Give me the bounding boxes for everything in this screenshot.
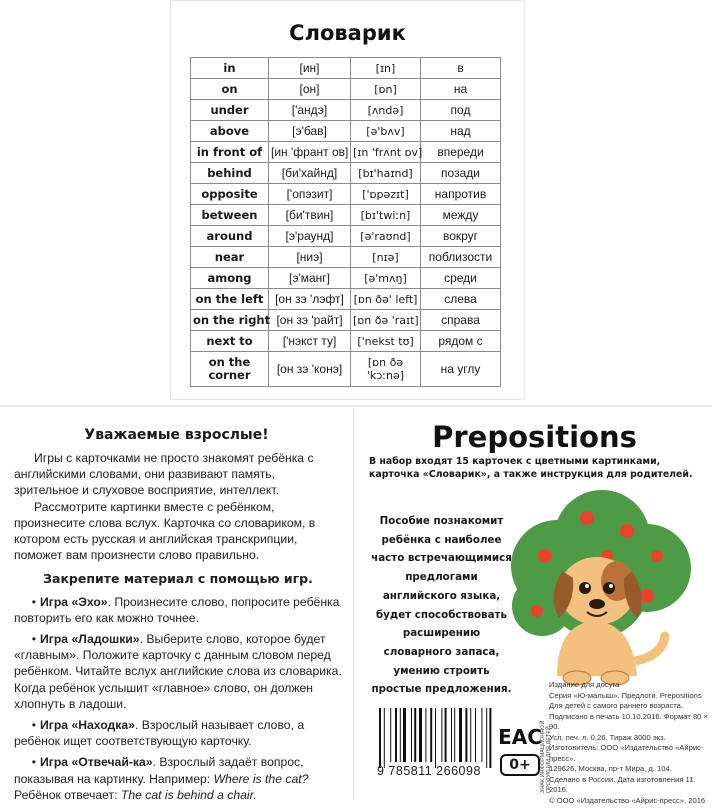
vocab-cell-ru-trans: ['андэ] xyxy=(269,100,351,121)
game-name: Игра «Отвечай-ка» xyxy=(40,755,153,770)
vocab-cell-word: in front of xyxy=(191,142,269,163)
vocab-cell-ru-trans: [он зэ 'райт] xyxy=(269,310,351,331)
vocab-cell-translation: под xyxy=(421,100,501,121)
vocab-cell-ru-trans: [ин] xyxy=(269,58,351,79)
vocabulary-table xyxy=(190,57,501,387)
vocabulary-title: Словарик xyxy=(289,21,406,45)
publisher-line: Издание для досуга xyxy=(549,680,620,689)
vocab-row xyxy=(191,184,501,205)
instructions-paragraph-1: Игры с карточками не просто знакомят ребёнка с английскими словами, они развивают память, зрительное и слуховое восприятие, интеллект. xyxy=(14,451,314,498)
age-rating-badge: 0+ xyxy=(500,754,540,776)
vocab-cell-ru-trans: [э'раунд] xyxy=(269,226,351,247)
barcode-bar xyxy=(403,708,406,762)
vocab-cell-ru-trans: [ин 'франт ов] xyxy=(269,142,351,163)
vocab-cell-translation: напротив xyxy=(421,184,501,205)
game-text: . Взрослый задаёт вопрос, показывая на картинку. Например: xyxy=(14,755,304,786)
barcode-bar xyxy=(384,708,385,768)
vocab-cell-word: around xyxy=(191,226,269,247)
vocab-cell-ipa: [ə'raʊnd] xyxy=(351,226,421,247)
barcode-bar xyxy=(481,708,482,762)
barcode-bar xyxy=(395,708,397,762)
barcode-bar xyxy=(454,708,455,762)
eac-label: EAC xyxy=(498,725,542,749)
vocab-cell-translation: вокруг xyxy=(421,226,501,247)
bullet: • xyxy=(31,594,36,609)
publisher-line: Подписано в печать 10.10.2016. Формат 80 × 90. xyxy=(549,711,708,731)
vocab-cell-word: on the corner xyxy=(191,352,269,387)
barcode-number: 9 785811 266098 xyxy=(377,764,481,778)
vocab-cell-ru-trans: [он] xyxy=(269,79,351,100)
publisher-info xyxy=(549,680,709,806)
barcode-bar xyxy=(489,708,491,768)
vocab-cell-ipa: [ɪn 'frʌnt ɒv] xyxy=(351,142,421,163)
game-text: . Произнесите слово, попросите ребёнка повторить его как можно точнее. xyxy=(14,594,340,625)
vocab-cell-ipa: ['nekst tʊ] xyxy=(351,331,421,352)
cover-intro: В набор входят 15 карточек с цветными картинками, карточка «Словарик», а также инструкция для родителей. xyxy=(369,456,693,480)
vocab-row xyxy=(191,331,501,352)
vocab-cell-ru-trans: [э'манг] xyxy=(269,268,351,289)
vocab-cell-translation: слева xyxy=(421,289,501,310)
vocab-cell-ru-trans: [он зэ 'лэфт] xyxy=(269,289,351,310)
vocab-row xyxy=(191,268,501,289)
vocab-cell-ipa: [nɪə] xyxy=(351,247,421,268)
vocab-cell-ipa: [ɒn ðə' left] xyxy=(351,289,421,310)
barcode-bar xyxy=(400,708,401,762)
vocab-cell-ipa: [ʌndə] xyxy=(351,100,421,121)
vocab-cell-translation: на углу xyxy=(421,352,501,387)
vocab-cell-word: among xyxy=(191,268,269,289)
vocab-cell-word: on the right xyxy=(191,310,269,331)
vocab-cell-word: next to xyxy=(191,331,269,352)
vocab-row xyxy=(191,289,501,310)
vocab-row xyxy=(191,100,501,121)
barcode-bar xyxy=(451,708,452,762)
vocab-cell-ru-trans: ['опэзит] xyxy=(269,184,351,205)
vocab-cell-ru-trans: [ниэ] xyxy=(269,247,351,268)
vocab-cell-word: behind xyxy=(191,163,269,184)
vocab-cell-ipa: [ə'mʌŋ] xyxy=(351,268,421,289)
vocab-row xyxy=(191,247,501,268)
vocab-cell-word: between xyxy=(191,205,269,226)
barcode-bar xyxy=(435,708,436,768)
game-item-answer xyxy=(14,754,342,803)
barcode-bar xyxy=(419,708,422,762)
instructions-title: Уважаемые взрослые! xyxy=(84,427,269,443)
vocab-cell-ru-trans: [би'хайнд] xyxy=(269,163,351,184)
game-text: . Выберите слово, которое будет «главным». Положите карточку с данным словом перед ребёнком. Читайте вслух английские слова из словарика. Когда ребёнок услышит «главное» слово, он должен хлопнуть в ладоши. xyxy=(14,632,342,711)
vocab-row xyxy=(191,79,501,100)
vocab-cell-word: near xyxy=(191,247,269,268)
publisher-line: Серия «Ю-малыш». Предлоги. Prepositions xyxy=(549,690,702,700)
vocab-row xyxy=(191,142,501,163)
info-product-label: ЗНАК ИНФОРМАЦИОННОЙ ПРОДУКЦИИ ДЛЯ ДЕТЕЙ xyxy=(540,720,552,793)
vocab-cell-ipa: [ə'bʌv] xyxy=(351,121,421,142)
barcode-bar xyxy=(470,708,471,762)
vocab-cell-translation: в xyxy=(421,58,501,79)
vocab-cell-ipa: [ɒn ðə 'raɪt] xyxy=(351,310,421,331)
game-example-question: Where is the cat? xyxy=(213,771,309,786)
vocab-cell-ru-trans: [он зэ 'конэ] xyxy=(269,352,351,387)
game-item-find xyxy=(14,717,342,749)
instructions-paragraph-2: Рассмотрите картинки вместе с ребёнком, произнесите слова вслух. Карточка со словариком, в котором есть русская и английская транскрипции, поможет вам произнести слово правильно. xyxy=(14,499,316,563)
vocab-cell-word: above xyxy=(191,121,269,142)
vocab-cell-translation: над xyxy=(421,121,501,142)
vocab-cell-ipa: [ɒn ðə 'kɔːnə] xyxy=(351,352,421,387)
game-item-echo xyxy=(14,594,342,626)
barcode-bar xyxy=(441,708,442,762)
game-text: . Взрослый называет слово, а ребёнок ищет соответствующую карточку. xyxy=(14,718,305,749)
eac-mark-icon xyxy=(498,720,542,750)
dog-under-tree-illustration xyxy=(497,486,697,691)
barcode-bar xyxy=(475,708,476,762)
publisher-line: 129626, Москва, пр-т Мира, д. 104. xyxy=(549,764,672,773)
vocab-cell-translation: на xyxy=(421,79,501,100)
vocab-cell-ru-trans: ['нэкст ту] xyxy=(269,331,351,352)
barcode-bar xyxy=(379,708,381,768)
vocab-cell-word: opposite xyxy=(191,184,269,205)
vocab-cell-ru-trans: [э'бав] xyxy=(269,121,351,142)
barcode-bar xyxy=(459,708,462,762)
card-divider xyxy=(0,405,712,407)
vocab-row xyxy=(191,58,501,79)
vocab-cell-translation: поблизости xyxy=(421,247,501,268)
publisher-line: Сделано в России. Дата изготовления 11. 2016. xyxy=(549,774,696,794)
game-example-answer: The cat is behind a chair. xyxy=(120,787,257,802)
vocab-cell-ipa: [ɒn] xyxy=(351,79,421,100)
publisher-line: Для детей с самого раннего возраста. xyxy=(549,701,684,710)
bullet: • xyxy=(31,632,36,647)
vocab-cell-ipa: [ɪn] xyxy=(351,58,421,79)
barcode-bar xyxy=(445,708,447,762)
vocab-row xyxy=(191,226,501,247)
bullet: • xyxy=(31,718,36,733)
bullet: • xyxy=(31,755,36,770)
cover-description: Пособие познакомит ребёнка с наиболее часто встречающимися предлогами английского языка, будет способствовать расширению словарного запаса, умению строить простые предложения. xyxy=(371,515,512,696)
cover-title: Prepositions xyxy=(432,420,637,454)
game-name: Игра «Находка» xyxy=(40,718,135,733)
vocab-cell-translation: впереди xyxy=(421,142,501,163)
vocab-cell-translation: между xyxy=(421,205,501,226)
publisher-line: Усл. печ. л. 0,26. Тираж 3000 экз. xyxy=(549,732,666,742)
vocab-cell-ru-trans: [би'твин] xyxy=(269,205,351,226)
vocab-cell-translation: среди xyxy=(421,268,501,289)
barcode-bar xyxy=(486,708,487,768)
vocab-row xyxy=(191,352,501,387)
vocab-row xyxy=(191,310,501,331)
vocab-row xyxy=(191,205,501,226)
vocab-cell-ipa: ['ɒpəzɪt] xyxy=(351,184,421,205)
vocab-cell-word: under xyxy=(191,100,269,121)
barcode-bar xyxy=(411,708,412,762)
vocab-cell-translation: рядом с xyxy=(421,331,501,352)
game-name: Игра «Эхо» xyxy=(40,594,108,609)
barcode-bar xyxy=(390,708,391,762)
game-name: Игра «Ладошки» xyxy=(40,632,140,647)
instructions-body xyxy=(14,450,342,808)
vocab-cell-ipa: [bɪ'haɪnd] xyxy=(351,163,421,184)
cover-card xyxy=(357,408,712,805)
barcode-bar xyxy=(465,708,467,762)
vocab-row xyxy=(191,121,501,142)
vocab-cell-word: on xyxy=(191,79,269,100)
game-text-continued: Ребёнок отвечает: xyxy=(14,787,121,802)
vocab-cell-translation: позади xyxy=(421,163,501,184)
vocab-cell-translation: справа xyxy=(421,310,501,331)
vocab-cell-word: in xyxy=(191,58,269,79)
games-subtitle: Закрепите материал с помощью игр. xyxy=(43,571,313,587)
vocab-cell-ipa: [bɪ'twiːn] xyxy=(351,205,421,226)
vocab-row xyxy=(191,163,501,184)
barcode-bar xyxy=(425,708,426,762)
barcode-bar xyxy=(430,708,432,762)
game-item-palms xyxy=(14,631,342,712)
publisher-line: © ООО «Издательство «Айрис-пресс», 2016 xyxy=(549,795,706,805)
vocab-cell-word: on the left xyxy=(191,289,269,310)
publisher-line: Изготовитель: ООО «Издательство «Айрис-пресс». xyxy=(549,743,704,763)
instructions-card xyxy=(0,408,354,800)
barcode-bar xyxy=(414,708,416,762)
